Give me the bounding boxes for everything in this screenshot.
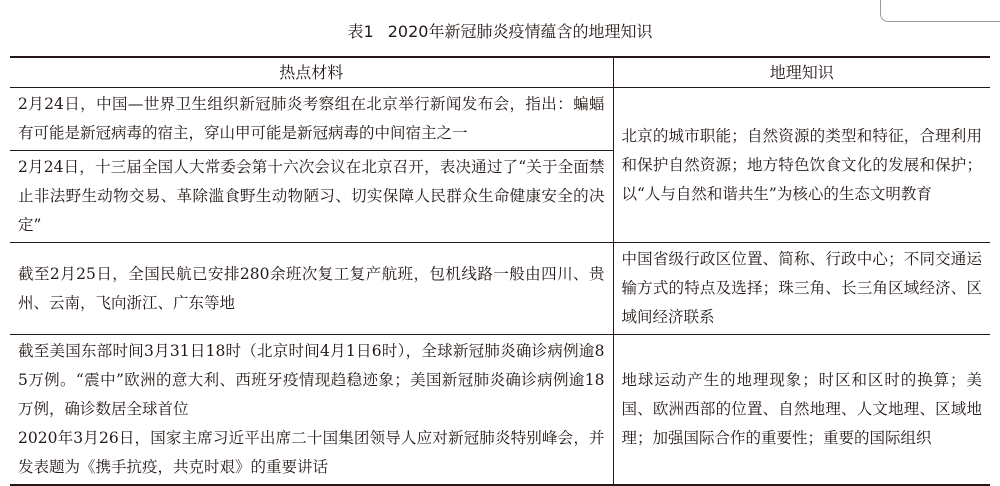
knowledge-cell: 中国省级行政区位置、简称、行政中心；不同交通运输方式的特点及选择；珠三角、长三角区域经济、区域间经济联系 xyxy=(613,243,990,335)
material-paragraph: 2020年3月26日，国家主席习近平出席二十国集团领导人应对新冠肺炎特别峰会，并发表题为《携手抗疫，共克时艰》的重要讲话 xyxy=(18,429,605,476)
material-cell: 截至2月25日，全国民航已安排280余班次复工复产航班，包机线路一般由四川、贵州、云南，飞向浙江、广东等地 xyxy=(10,243,613,335)
material-cell: 2月24日，十三届全国人大常委会第十六次会议在北京召开，表决通过了“关于全面禁止非法野生动物交易、革除滥食野生动物陋习、切实保障人民群众生命健康安全的决定” xyxy=(10,151,613,243)
table-row xyxy=(10,88,990,151)
knowledge-cell: 地球运动产生的地理现象；时区和区时的换算；美国、欧洲西部的位置、自然地理、人文地理、区域地理；加强国际合作的重要性；重要的国际组织 xyxy=(613,335,990,486)
header-knowledge: 地理知识 xyxy=(613,57,990,88)
material-paragraph: 截至美国东部时间3月31日18时（北京时间4月1日6时），全球新冠肺炎确诊病例逾85万例。“震中”欧洲的意大利、西班牙疫情现趋稳迹象；美国新冠肺炎确诊病例逾18万例，确诊数居全球首位 xyxy=(18,342,605,418)
table-row xyxy=(10,335,990,486)
material-cell: 2月24日，中国—世界卫生组织新冠肺炎考察组在北京举行新闻发布会，指出：蝙蝠有可能是新冠病毒的宿主，穿山甲可能是新冠病毒的中间宿主之一 xyxy=(10,88,613,151)
table-header-row xyxy=(10,57,990,88)
page-corner-decoration xyxy=(880,0,1000,22)
geography-knowledge-table xyxy=(10,56,990,486)
knowledge-cell: 北京的城市职能；自然资源的类型和特征，合理利用和保护自然资源；地方特色饮食文化的发展和保护；以“人与自然和谐共生”为核心的生态文明教育 xyxy=(621,126,982,203)
table-caption xyxy=(0,22,1000,42)
material-cell xyxy=(10,335,613,486)
table-row xyxy=(10,243,990,335)
header-material: 热点材料 xyxy=(10,57,613,88)
table-title: 2020年新冠肺炎疫情蕴含的地理知识 xyxy=(387,22,653,41)
table-number: 表1 xyxy=(347,22,374,41)
